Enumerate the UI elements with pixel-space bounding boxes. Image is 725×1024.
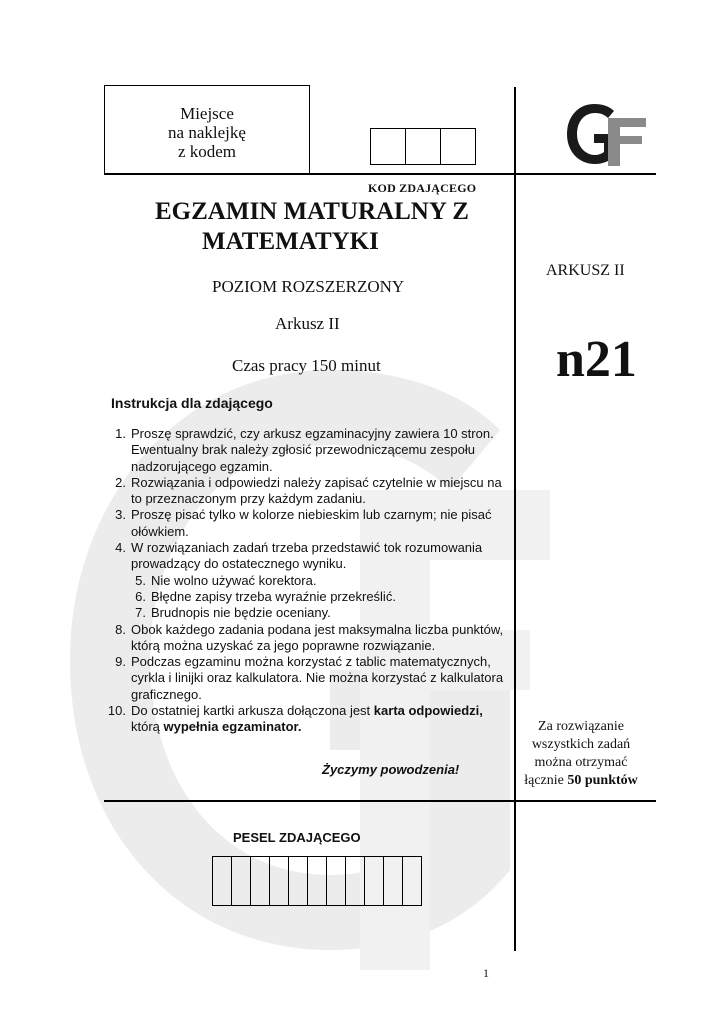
- gf-logo-icon: [564, 100, 648, 168]
- page-number: 1: [483, 966, 489, 980]
- pesel-box[interactable]: [288, 856, 308, 906]
- pesel-box[interactable]: [345, 856, 365, 906]
- pesel-box[interactable]: [326, 856, 346, 906]
- pesel-box[interactable]: [364, 856, 384, 906]
- sheet-label-right: ARKUSZ II: [546, 262, 625, 279]
- code-box[interactable]: [440, 128, 476, 165]
- pesel-label: PESEL ZDAJĄCEGO: [233, 830, 361, 845]
- exam-title-line1: EGZAMIN MATURALNY Z: [155, 198, 469, 225]
- sheet-code: n21: [556, 331, 637, 388]
- points-line: Za rozwiązanie: [538, 719, 624, 734]
- pesel-box[interactable]: [307, 856, 327, 906]
- sticker-line: z kodem: [177, 142, 237, 161]
- sheet-name: Arkusz II: [275, 314, 340, 333]
- good-luck-message: Życzymy powodzenia!: [322, 762, 460, 777]
- column-divider: [514, 87, 516, 951]
- instruction-item: 6. Błędne zapisy trzeba wyraźnie przekreślić.: [135, 588, 396, 604]
- pesel-box[interactable]: [402, 856, 422, 906]
- sticker-placeholder: [104, 85, 310, 174]
- instruction-item: 9. Podczas egzaminu można korzystać z tablic matematycznych, cyrkla i linijki oraz kalkulatora. Nie można korzystać z kalkulatora graficznego.: [115, 654, 504, 702]
- instructions-list: [104, 426, 514, 736]
- pesel-boxes[interactable]: [213, 856, 422, 906]
- instruction-item: 5. Nie wolno używać korektora.: [135, 572, 317, 588]
- points-line: wszystkich zadań: [531, 737, 631, 752]
- pesel-box[interactable]: [383, 856, 403, 906]
- instruction-item: 7. Brudnopis nie będzie oceniany.: [135, 605, 331, 621]
- bottom-rule: [104, 800, 656, 802]
- instruction-item: 2. Rozwiązania i odpowiedzi należy zapisać czytelnie w miejscu na to przeznaczonym przy każdym zadaniu.: [115, 474, 502, 507]
- code-box[interactable]: [370, 128, 406, 165]
- instructions-heading: Instrukcja dla zdającego: [111, 395, 273, 411]
- exam-title-line2: MATEMATYKI: [202, 228, 379, 255]
- pesel-box[interactable]: [269, 856, 289, 906]
- code-label: KOD ZDAJĄCEGO: [368, 181, 477, 195]
- sticker-line: na naklejkę: [168, 123, 246, 142]
- instruction-item: 4. W rozwiązaniach zadań trzeba przedstawić tok rozumowania prowadzący do ostatecznego wyniku.: [115, 540, 483, 572]
- pesel-box[interactable]: [250, 856, 270, 906]
- pesel-box[interactable]: [212, 856, 232, 906]
- pesel-box[interactable]: [231, 856, 251, 906]
- student-code-boxes[interactable]: [371, 128, 476, 165]
- instruction-item: 3. Proszę pisać tylko w kolorze niebieskim lub czarnym; nie pisać ołówkiem.: [115, 507, 492, 539]
- points-line: można otrzymać: [534, 755, 628, 770]
- instruction-item: 1. Proszę sprawdzić, czy arkusz egzaminacyjny zawiera 10 stron. Ewentualny brak należy zgłosić przewodniczącemu zespołu nadzorującego egzamin.: [115, 426, 494, 474]
- points-line: łącznie 50 punktów: [524, 773, 638, 788]
- points-info: [522, 718, 640, 790]
- exam-duration: Czas pracy 150 minut: [232, 356, 381, 375]
- instruction-item: 10. Do ostatniej kartki arkusza dołączona jest karta odpowiedzi, którą wypełnia egzaminator.: [107, 703, 483, 735]
- exam-level: POZIOM ROZSZERZONY: [212, 277, 405, 296]
- sticker-line: Miejsce: [180, 104, 234, 123]
- instruction-item: 8. Obok każdego zadania podana jest maksymalna liczba punktów, którą można uzyskać za jego poprawne rozwiązanie.: [115, 621, 504, 653]
- code-box[interactable]: [405, 128, 441, 165]
